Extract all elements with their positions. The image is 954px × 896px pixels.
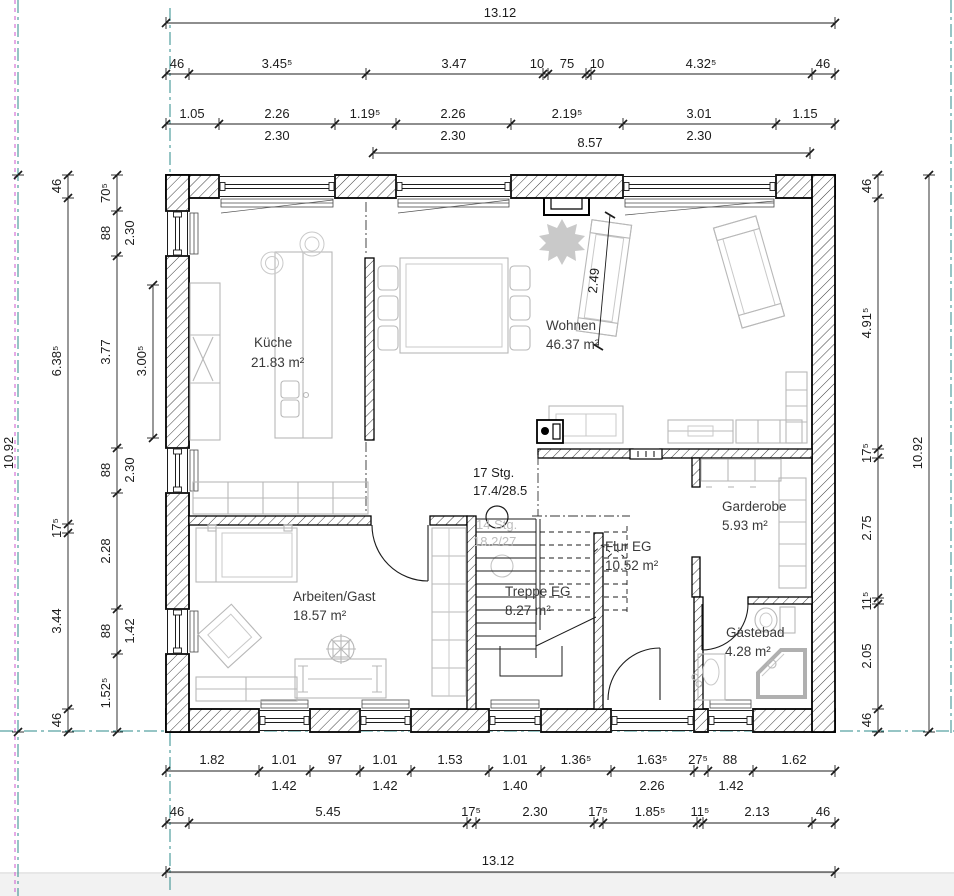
stair-ratio-label: 17.4/28.5 xyxy=(473,483,528,498)
room-labels xyxy=(251,318,787,659)
wall-segment xyxy=(411,709,489,732)
desk xyxy=(295,659,386,698)
room-name-arbeiten: Arbeiten/Gast xyxy=(293,589,376,604)
dim-chain-bottom_sub xyxy=(271,778,743,793)
dim-label: 2.13 xyxy=(744,804,770,819)
dim-label: 1.52⁵ xyxy=(98,677,113,709)
plant xyxy=(539,219,585,265)
dim-label: 1.05 xyxy=(179,106,205,121)
room-name-flur: Flur EG xyxy=(605,539,652,554)
dim-label: 2.30 xyxy=(440,128,466,143)
dim-label: 88 xyxy=(98,225,113,241)
dim-label: 2.19⁵ xyxy=(551,106,583,121)
dim-label: 2.30 xyxy=(522,804,548,819)
dim-label: 88 xyxy=(98,623,113,639)
wall-segment xyxy=(310,709,360,732)
room-area-flur: 10.52 m² xyxy=(605,558,659,573)
dim-label: 11⁵ xyxy=(859,591,874,611)
dim-chain-left_sub xyxy=(122,220,137,643)
dim-label: 1.01 xyxy=(271,752,297,767)
dim-chain-left_total xyxy=(1,171,24,736)
wall-segment xyxy=(166,175,189,211)
dim-label: 46 xyxy=(815,804,831,819)
dim-label: 46 xyxy=(169,56,185,71)
dim-chain-left_axis xyxy=(49,171,74,736)
shelf-unit xyxy=(736,372,807,443)
dim-label: 3.44 xyxy=(49,608,64,634)
dim-label: 2.30 xyxy=(122,457,137,483)
room-area-treppe: 8.27 m² xyxy=(505,603,551,618)
dim-label: 11⁵ xyxy=(690,804,710,819)
wall-segment xyxy=(166,493,189,609)
room-area-gaestebad: 4.28 m² xyxy=(725,644,771,659)
dim-label: 1.40 xyxy=(502,778,528,793)
dim-label: 46 xyxy=(49,178,64,194)
dim-label: 1.42 xyxy=(718,778,744,793)
stair-upper-ratio-label: 18.2/27 xyxy=(473,534,517,549)
sofa-right xyxy=(714,216,785,328)
kitchen-lower-cabinets xyxy=(193,482,368,514)
interior-wall-segment xyxy=(748,597,812,604)
dim-chain-top_axis xyxy=(162,56,839,80)
dim-label: 2.05 xyxy=(859,643,874,669)
dim-label: 97 xyxy=(327,752,343,767)
room-name-garderobe: Garderobe xyxy=(722,499,787,514)
dim-label: 75 xyxy=(559,56,575,71)
dim-label: 46 xyxy=(169,804,185,819)
dim-label: 46 xyxy=(859,712,874,728)
dim-label: 70⁵ xyxy=(98,183,113,203)
dim-label: 1.42 xyxy=(271,778,297,793)
dim-label: 1.85⁵ xyxy=(634,804,666,819)
dim-label: 27⁵ xyxy=(688,752,708,767)
dim-label: 2.26 xyxy=(639,778,665,793)
wall-segment xyxy=(694,709,708,732)
wardrobe xyxy=(432,528,466,696)
room-area-wohnen: 46.37 m² xyxy=(546,337,600,352)
dim-label: 17⁵ xyxy=(588,804,608,819)
interior-wall-segment xyxy=(594,533,603,709)
dim-label: 1.42 xyxy=(372,778,398,793)
dim-label: 2.26 xyxy=(440,106,466,121)
dim-label: 3.00⁵ xyxy=(134,345,149,377)
dim-label: 2.28 xyxy=(98,538,113,564)
dim-label: 88 xyxy=(722,752,738,767)
armchair xyxy=(198,604,262,668)
wall-segment xyxy=(511,175,623,198)
dim-label: 1.62 xyxy=(781,752,807,767)
kitchen-counter xyxy=(190,283,220,440)
dim-label: 13.12 xyxy=(481,853,515,868)
dim-label: 1.19⁵ xyxy=(349,106,381,121)
interior-wall-segment xyxy=(365,258,374,440)
interior-wall-segment xyxy=(538,449,633,458)
dim-label: 10.92 xyxy=(910,436,925,470)
dim-label: 1.53 xyxy=(437,752,463,767)
dim-label: 3.77 xyxy=(98,339,113,365)
wall-segment xyxy=(812,175,835,732)
dim-label: 10 xyxy=(589,56,605,71)
stair-count-label: 17 Stg. xyxy=(473,465,515,480)
room-name-gaestebad: Gästebad xyxy=(726,625,785,640)
wall-segment xyxy=(541,709,611,732)
bed xyxy=(196,525,297,582)
dim-label: 17⁵ xyxy=(859,443,874,463)
dim-chain-bottom_openings xyxy=(162,752,839,777)
dim-label: 8.57 xyxy=(577,135,603,150)
dim-chain-right_total xyxy=(910,171,935,736)
dim-label: 10 xyxy=(529,56,545,71)
dim-label: 2.75 xyxy=(859,515,874,541)
dim-chain-left_span xyxy=(134,281,159,442)
dim-label: 46 xyxy=(859,178,874,194)
dim-label: 17⁵ xyxy=(49,518,64,538)
interior-wall-segment xyxy=(692,458,700,487)
dim-chain-top_span xyxy=(369,135,814,159)
dim-label: 1.01 xyxy=(372,752,398,767)
dim-label: 3.01 xyxy=(686,106,712,121)
door-flur xyxy=(608,648,660,700)
dim-chain-right_axis xyxy=(859,171,884,736)
tiled-stove xyxy=(537,420,563,443)
dimension-chains xyxy=(1,5,935,878)
dim-label: 10.92 xyxy=(1,436,16,470)
dim-label: 5.45 xyxy=(315,804,341,819)
stair-upper-count-label: 14 Stg. xyxy=(476,517,518,532)
dim-label: 6.38⁵ xyxy=(49,345,64,377)
dim-chain-top_total xyxy=(162,5,839,29)
sheet-edge-band xyxy=(0,874,954,896)
dim-label: 17⁵ xyxy=(461,804,481,819)
dim-label: 1.36⁵ xyxy=(560,752,592,767)
interior-wall-segment xyxy=(430,516,467,525)
dim-chain-top_sub xyxy=(264,128,711,143)
dim-label: 1.63⁵ xyxy=(636,752,668,767)
room-name-treppe: Treppe EG xyxy=(505,584,571,599)
dim-label: 1.42 xyxy=(122,618,137,644)
dim-label: 2.30 xyxy=(686,128,712,143)
dim-label: 4.91⁵ xyxy=(859,307,874,339)
dim-label: 88 xyxy=(98,462,113,478)
dim-label: 2.30 xyxy=(264,128,290,143)
dim-label: 3.45⁵ xyxy=(261,56,293,71)
furniture xyxy=(190,216,807,701)
dining-table xyxy=(378,258,530,353)
sideboard xyxy=(668,420,733,443)
low-cabinet xyxy=(196,677,297,701)
dim-label: 1.15 xyxy=(792,106,818,121)
interior-wall-segment xyxy=(189,516,371,525)
room-area-arbeiten: 18.57 m² xyxy=(293,608,347,623)
dim-label: 3.47 xyxy=(441,56,467,71)
wall-segment xyxy=(166,654,189,732)
room-area-kueche: 21.83 m² xyxy=(251,355,305,370)
room-name-wohnen: Wohnen xyxy=(546,318,597,333)
dim-label: 2.30 xyxy=(122,220,137,246)
wall-segment xyxy=(335,175,396,198)
interior-wall-segment xyxy=(692,557,700,597)
dim-label: 1.01 xyxy=(502,752,528,767)
dim-label: 46 xyxy=(815,56,831,71)
interior-wall-segment xyxy=(660,449,812,458)
room-area-garderobe: 5.93 m² xyxy=(722,518,768,533)
sliding-door-wohnen xyxy=(630,449,662,459)
dim-label: 2.26 xyxy=(264,106,290,121)
dim-chain-left_openings xyxy=(98,171,123,736)
dim-label: 4.32⁵ xyxy=(685,56,717,71)
dim-label: 13.12 xyxy=(483,5,517,20)
dim-label: 2.49 xyxy=(584,267,603,294)
wall-segment xyxy=(166,256,189,448)
dim-label: 1.82 xyxy=(199,752,225,767)
dim-chain-top_openings xyxy=(162,106,839,130)
chimney-niche xyxy=(544,198,589,215)
dim-label: 46 xyxy=(49,712,64,728)
door-arbeiten xyxy=(372,525,428,581)
room-name-kueche: Küche xyxy=(254,335,293,350)
dim-chain-bottom_axis xyxy=(162,804,839,829)
